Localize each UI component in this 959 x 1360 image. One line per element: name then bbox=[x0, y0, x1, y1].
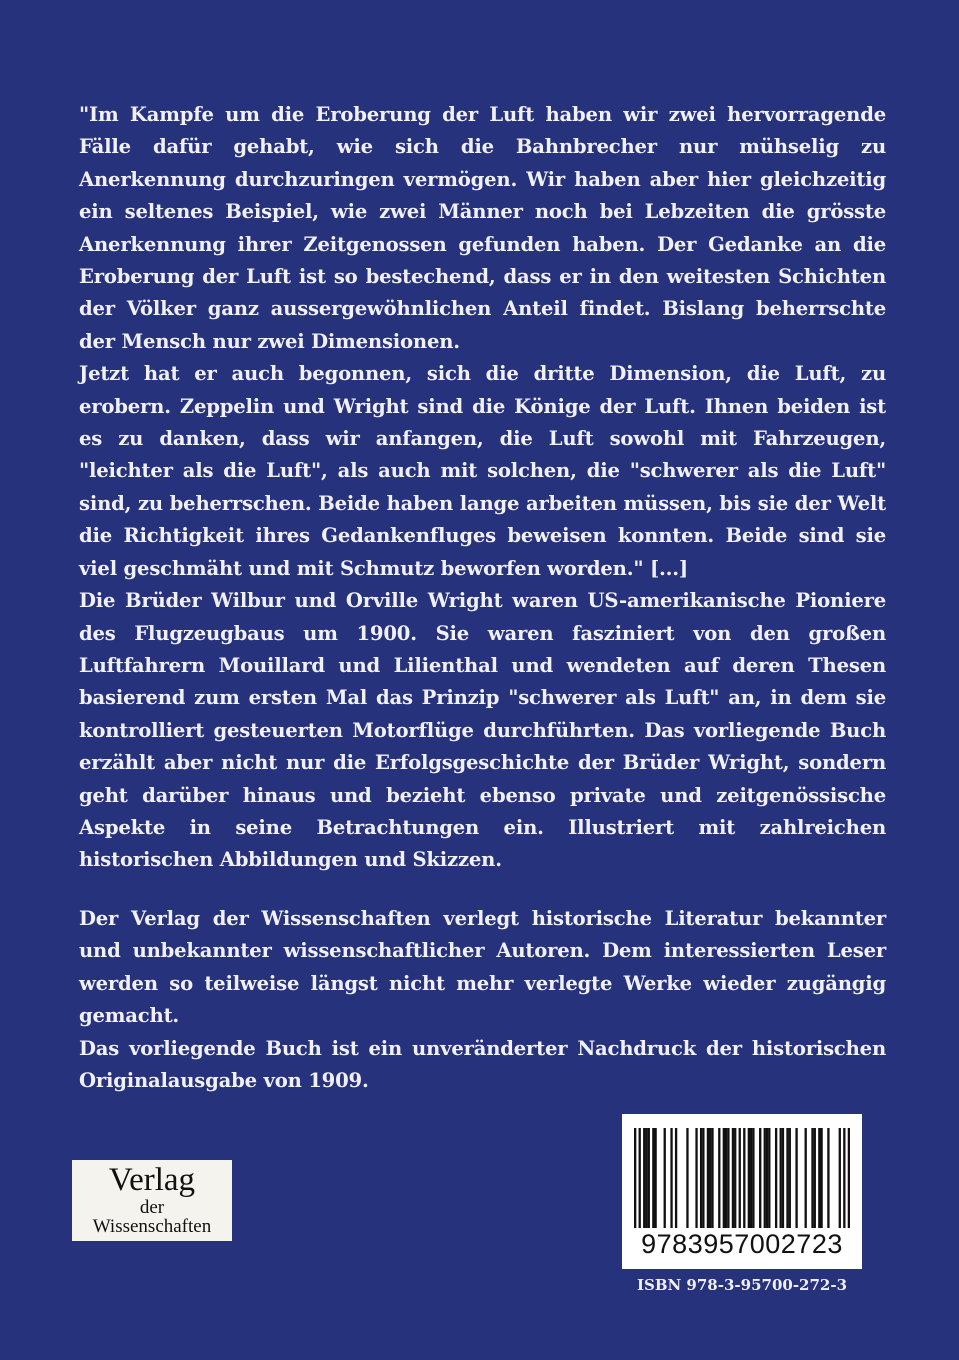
barcode-bar bbox=[675, 1128, 677, 1228]
barcode-bar bbox=[700, 1128, 702, 1228]
logo-line-verlag: Verlag bbox=[108, 1162, 196, 1198]
barcode-bar bbox=[732, 1128, 734, 1228]
barcode-bar bbox=[789, 1128, 791, 1228]
barcode-bar bbox=[759, 1128, 761, 1228]
barcode-bar bbox=[718, 1128, 720, 1228]
barcode-bar bbox=[670, 1128, 672, 1228]
barcode-bar bbox=[727, 1128, 729, 1228]
barcode-bar bbox=[764, 1128, 766, 1228]
barcode-bar bbox=[786, 1128, 788, 1228]
publisher-logo bbox=[72, 1160, 232, 1241]
barcode-bar bbox=[811, 1128, 813, 1228]
barcode-bar bbox=[725, 1128, 727, 1228]
barcode-bar bbox=[818, 1128, 820, 1228]
barcode-bar bbox=[709, 1128, 711, 1228]
barcode-bar bbox=[843, 1128, 845, 1228]
barcode-bar bbox=[652, 1128, 654, 1228]
barcode-bar bbox=[739, 1128, 741, 1228]
back-cover-blurb bbox=[79, 99, 886, 877]
barcode-bar bbox=[643, 1128, 645, 1228]
blurb-paragraph-description: Die Brüder Wilbur und Orville Wright waren US-amerikanische Pioniere des Flugzeugbaus um 1900. Sie waren fasziniert von den großen Luftfahrern Mouillard und Lilienthal und wendeten auf deren Thesen basierend zum ersten Mal das Prinzip "schwerer als Luft" an, in dem sie kontrolliert gesteuerten Motorflüge durchführten. Das vorliegende Buch erzählt aber nicht nur die Erfolgsgeschichte der Brüder Wright, sondern geht darüber hinaus und bezieht ebenso private und zeitgenössische Aspekte in seine Betrachtungen ein. Illustriert mit zahlreichen historischen Abbildungen und Skizzen. bbox=[79, 589, 886, 872]
publisher-paragraph-1: Der Verlag der Wissenschaften verlegt historische Literatur bekannter und unbekannter wissenschaftlicher Autoren. Dem interessierten Leser werden so teilweise längst nicht mehr verlegte Werke wieder zugängig gemacht. bbox=[79, 907, 886, 1028]
barcode-bar bbox=[645, 1128, 647, 1228]
barcode-bar bbox=[752, 1128, 754, 1228]
logo-line-der: der bbox=[139, 1197, 165, 1218]
barcode-bar bbox=[695, 1128, 697, 1228]
publisher-paragraph-2: Das vorliegende Buch ist ein unveränderter Nachdruck der historischen Originalausgabe von 1909. bbox=[79, 1036, 886, 1093]
logo-line-wissenschaften: Wissenschaften bbox=[92, 1216, 212, 1237]
isbn-barcode bbox=[622, 1114, 862, 1269]
blurb-paragraph-quote-2: Jetzt hat er auch begonnen, sich die dritte Dimension, die Luft, zu erobern. Zeppelin und Wright sind die Könige der Luft. Ihnen beiden ist es zu danken, dass wir anfangen, die Luft sowohl mit Fahrzeugen, "leichter als die Luft", als auch mit solchen, die "schwerer als die Luft" sind, zu beherrschen. Beide haben lange arbeiten müssen, bis sie der Welt die Richtigkeit ihres Gedankenfluges beweisen konnten. Beide sind sie viel geschmäht und mit Schmutz beworfen worden." [...] bbox=[79, 362, 886, 580]
barcode-bar bbox=[711, 1128, 713, 1228]
barcode-bar bbox=[780, 1128, 782, 1228]
barcode-bar bbox=[734, 1128, 736, 1228]
barcode-bar bbox=[743, 1128, 745, 1228]
barcode-bar bbox=[795, 1128, 797, 1228]
barcode-bar bbox=[782, 1128, 784, 1228]
barcode-bar bbox=[639, 1128, 641, 1228]
barcode-bar bbox=[848, 1128, 850, 1228]
barcode-bar bbox=[723, 1128, 725, 1228]
barcode-bar bbox=[648, 1128, 650, 1228]
barcode-bar bbox=[814, 1128, 816, 1228]
blurb-paragraph-quote-1: "Im Kampfe um die Eroberung der Luft haben wir zwei hervorragende Fälle dafür gehabt, wie sich die Bahnbrecher nur mühselig zu Anerkennung durchzuringen vermögen. Wir haben aber hier gleichzeitig ein seltenes Beispiel, wie zwei Männer noch bei Lebzeiten die grösste Anerkennung ihrer Zeitgenossen gefunden haben. Der Gedanke an die Eroberung der Luft ist so bestechend, dass er in den weitesten Schichten der Völker ganz aussergewöhnlichen Anteil findet. Bislang beherrschte der Mensch nur zwei Dimensionen. bbox=[79, 103, 886, 353]
publisher-note bbox=[79, 903, 886, 1097]
barcode-bar bbox=[634, 1128, 636, 1228]
barcode-bar bbox=[750, 1128, 752, 1228]
barcode-bar bbox=[766, 1128, 768, 1228]
barcode-bar bbox=[664, 1128, 666, 1228]
barcode-bars bbox=[634, 1128, 850, 1228]
barcode-bar bbox=[820, 1128, 822, 1228]
barcode-bar bbox=[707, 1128, 709, 1228]
barcode-bar bbox=[686, 1128, 688, 1228]
barcode-bar bbox=[654, 1128, 656, 1228]
barcode-bar bbox=[805, 1128, 807, 1228]
isbn-label: ISBN 978-3-95700-272-3 bbox=[636, 1276, 848, 1294]
barcode-bar bbox=[748, 1128, 750, 1228]
barcode-bar bbox=[839, 1128, 841, 1228]
barcode-bar bbox=[702, 1128, 704, 1228]
barcode-bar bbox=[827, 1128, 829, 1228]
barcode-digits: 9783957002723 bbox=[641, 1229, 843, 1259]
barcode-bar bbox=[775, 1128, 777, 1228]
barcode-bar bbox=[768, 1128, 770, 1228]
